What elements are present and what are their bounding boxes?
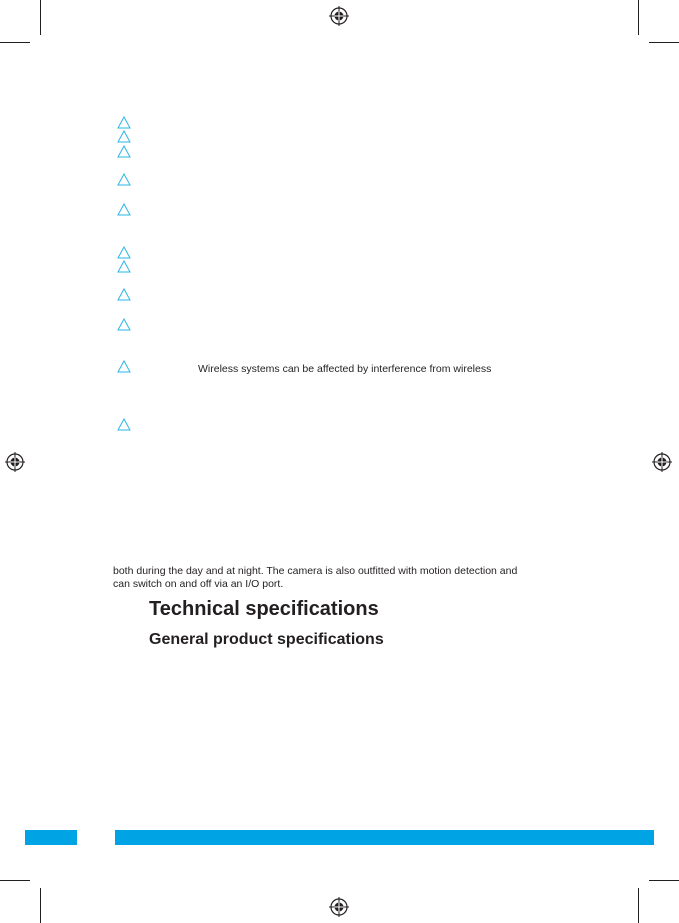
crop-mark (0, 880, 30, 881)
warning-triangle-icon (117, 130, 131, 143)
warning-triangle-icon (117, 145, 131, 158)
crop-mark (638, 0, 639, 35)
crop-mark (40, 888, 41, 923)
warning-triangle-icon (117, 360, 131, 373)
warning-note-text: Wireless systems can be affected by interference from wireless (198, 363, 492, 375)
crop-mark (638, 888, 639, 923)
crop-mark (649, 42, 679, 43)
footer-accent-bar (115, 830, 654, 845)
registration-mark-icon (329, 6, 349, 26)
warning-triangle-icon (117, 203, 131, 216)
registration-mark-icon (5, 452, 25, 472)
registration-mark-icon (329, 897, 349, 917)
footer-accent-bar (25, 830, 77, 845)
warning-triangle-icon (117, 173, 131, 186)
crop-mark (0, 42, 30, 43)
warning-triangle-icon (117, 246, 131, 259)
warning-triangle-icon (117, 116, 131, 129)
warning-triangle-icon (117, 418, 131, 431)
warning-triangle-icon (117, 318, 131, 331)
warning-triangle-icon (117, 288, 131, 301)
section-heading: Technical specifications (149, 598, 379, 620)
crop-mark (40, 0, 41, 35)
crop-mark (649, 880, 679, 881)
subsection-heading: General product specifications (149, 631, 384, 648)
intro-line: both during the day and at night. The camera is also outfitted with motion detection and (113, 565, 518, 577)
warning-triangle-icon (117, 260, 131, 273)
intro-line: can switch on and off via an I/O port. (113, 578, 284, 590)
registration-mark-icon (652, 452, 672, 472)
